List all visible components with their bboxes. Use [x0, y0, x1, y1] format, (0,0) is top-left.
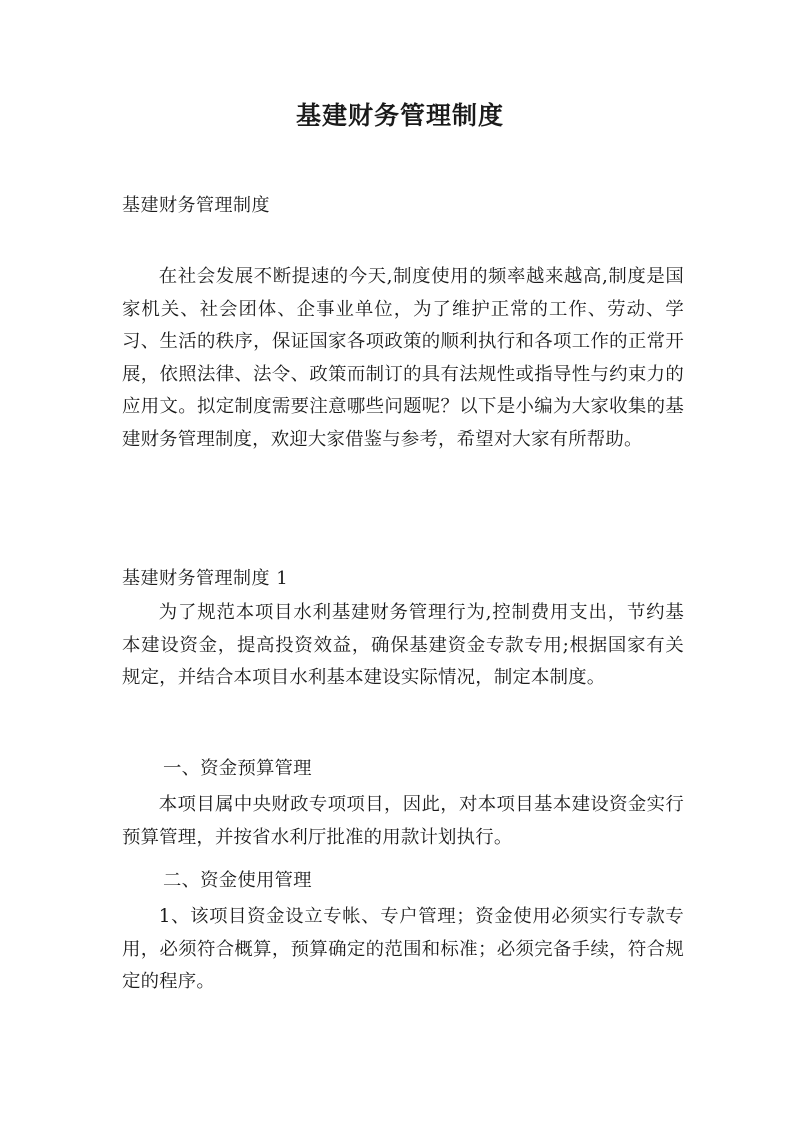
item-2-heading: 二、资金使用管理	[163, 870, 312, 891]
document-subtitle: 基建财务管理制度	[122, 195, 270, 216]
item-2-paragraph: 1、该项目资金设立专帐、专户管理；资金使用必须实行专款专用，必须符合概算，预算确定的范围和标准；必须完备手续，符合规定的程序。	[122, 906, 684, 993]
section-heading-1: 基建财务管理制度 1	[122, 568, 289, 589]
section-1-paragraph: 为了规范本项目水利基建财务管理行为,控制费用支出，节约基本建设资金，提高投资效益，确保基建资金专款专用;根据国家有关规定，并结合本项目水利基本建设实际情况，制定本制度。	[122, 602, 684, 689]
intro-paragraph: 在社会发展不断提速的今天,制度使用的频率越来越高,制度是国家机关、社会团体、企事业单位，为了维护正常的工作、劳动、学习、生活的秩序，保证国家各项政策的顺利执行和各项工作的正常开展，依照法律、法令、政策而制订的具有法规性或指导性与约束力的应用文。拟定制度需要注意哪些问题呢？以下是小编为大家收集的基建财务管理制度，欢迎大家借鉴与参考，希望对大家有所帮助。	[122, 266, 684, 450]
item-1-paragraph: 本项目属中央财政专项项目，因此，对本项目基本建设资金实行预算管理，并按省水利厅批准的用款计划执行。	[122, 794, 684, 848]
item-1-heading: 一、资金预算管理	[163, 758, 312, 779]
document-title: 基建财务管理制度	[295, 101, 504, 130]
